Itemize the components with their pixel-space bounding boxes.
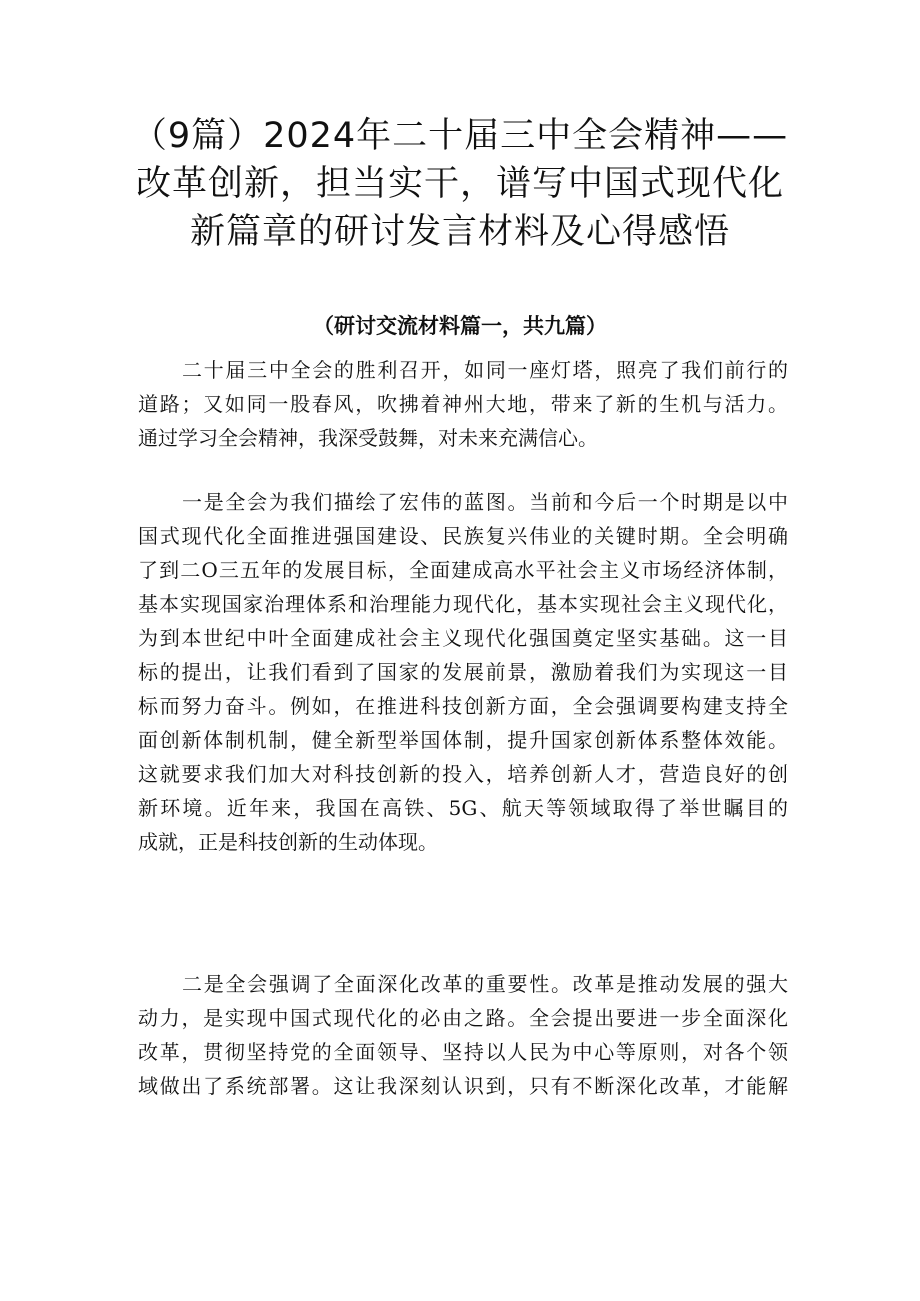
paragraph-line: 了到二O三五年的发展目标，全面建成高水平社会主义市场经济体制， — [138, 558, 788, 582]
paragraph-line: 域做出了系统部署。这让我深刻认识到，只有不断深化改革，才能解 — [138, 1074, 788, 1098]
paragraph-line: 标而努力奋斗。例如，在推进科技创新方面，全会强调要构建支持全 — [138, 694, 788, 718]
paragraph — [138, 353, 788, 455]
paragraph-line: 二是全会强调了全面深化改革的重要性。改革是推动发展的强大 — [182, 972, 788, 996]
paragraph-line: 道路；又如同一股春风，吹拂着神州大地，带来了新的生机与活力。 — [138, 392, 788, 416]
paragraph-line: 为到本世纪中叶全面建成社会主义现代化强国奠定坚实基础。这一目 — [138, 626, 788, 650]
paragraph — [138, 967, 788, 1103]
paragraph-line: 标的提出，让我们看到了国家的发展前景，激励着我们为实现这一目 — [138, 660, 788, 684]
paragraph-line: 动力，是实现中国式现代化的必由之路。全会提出要进一步全面深化 — [138, 1006, 788, 1030]
title-line: （9篇）2024年二十届三中全会精神—— — [131, 116, 789, 156]
paragraph-line: 二十届三中全会的胜利召开，如同一座灯塔，照亮了我们前行的 — [182, 358, 788, 382]
paragraph-line: 面创新体制机制，健全新型举国体制，提升国家创新体系整体效能。 — [138, 728, 788, 752]
paragraph-line: 改革，贯彻坚持党的全面领导、坚持以人民为中心等原则，对各个领 — [138, 1040, 788, 1064]
paragraph-line: 一是全会为我们描绘了宏伟的蓝图。当前和今后一个时期是以中 — [182, 490, 788, 514]
paragraph-line: 基本实现国家治理体系和治理能力现代化，基本实现社会主义现代化， — [138, 592, 788, 616]
title-line: 改革创新，担当实干，谱写中国式现代化 — [135, 164, 784, 204]
title-line: 新篇章的研讨发言材料及心得感悟 — [189, 212, 730, 252]
document-subtitle: （研讨交流材料篇一，共九篇） — [313, 314, 607, 338]
paragraph-line: 新环境。近年来，我国在高铁、5G、航天等领域取得了举世瞩目的 — [138, 796, 788, 820]
document-title — [90, 112, 830, 256]
paragraph — [138, 485, 788, 859]
paragraph-line: 国式现代化全面推进强国建设、民族复兴伟业的关键时期。全会明确 — [138, 524, 788, 548]
paragraph-line: 通过学习全会精神，我深受鼓舞，对未来充满信心。 — [138, 426, 598, 450]
paragraph-line: 成就，正是科技创新的生动体现。 — [138, 830, 438, 854]
paragraph-line: 这就要求我们加大对科技创新的投入，培养创新人才，营造良好的创 — [138, 762, 788, 786]
